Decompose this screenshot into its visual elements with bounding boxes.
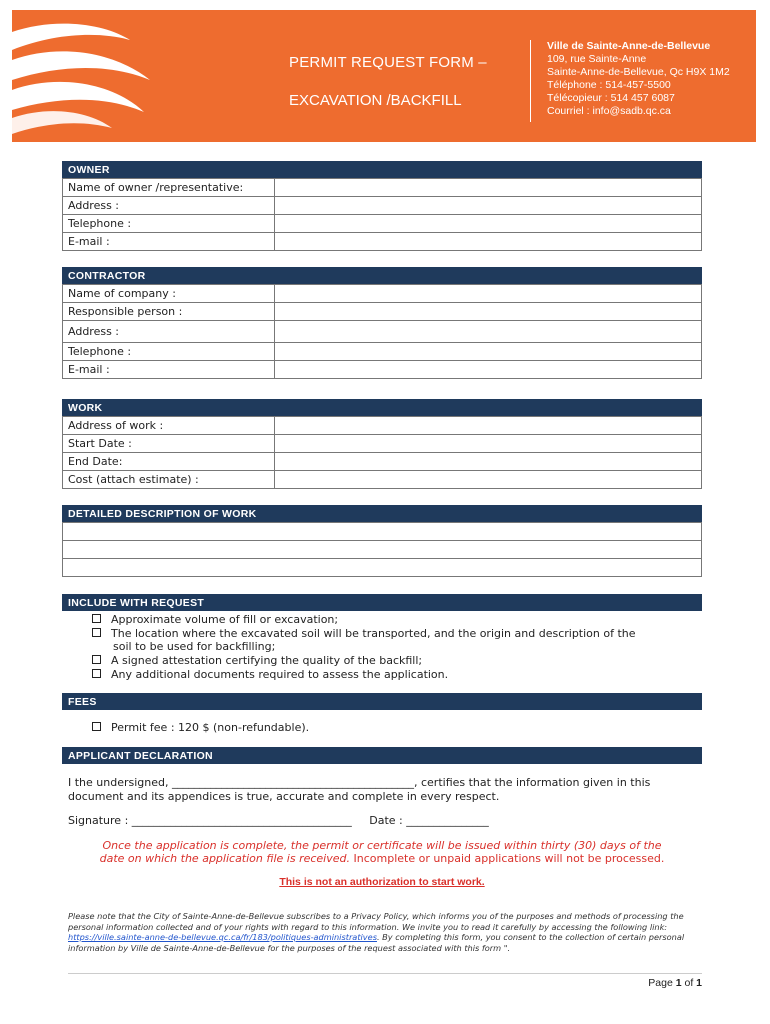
include-item-continuation: soil to be used for backfilling; [113, 640, 276, 653]
work-start-date-label: Start Date : [63, 435, 275, 453]
include-item-documents[interactable] [92, 668, 702, 681]
owner-name-label: Name of owner /representative: [63, 179, 275, 197]
notice-line2 [62, 852, 702, 865]
contractor-person-label: Responsible person : [63, 303, 275, 321]
include-item-label: The location where the excavated soil will be transported, and the origin and description of the [111, 627, 636, 640]
owner-address-label: Address : [63, 197, 275, 215]
work-address-label: Address of work : [63, 417, 275, 435]
owner-table [62, 178, 702, 251]
contractor-table [62, 284, 702, 379]
checkbox-icon[interactable] [92, 669, 101, 678]
city-phone: Téléphone : 514-457-5500 [547, 79, 671, 91]
city-fax: Télécopieur : 514 457 6087 [547, 92, 675, 104]
checkbox-icon[interactable] [92, 614, 101, 623]
include-heading: INCLUDE WITH REQUEST [62, 594, 702, 611]
declaration-line1: I the undersigned, ____________________________________________, certifies that the information given in this [68, 776, 651, 789]
page-current: 1 [675, 977, 682, 989]
include-item-volume[interactable] [92, 613, 702, 626]
city-address1: 109, rue Sainte-Anne [547, 53, 647, 65]
work-table [62, 416, 702, 489]
work-address-field[interactable] [275, 417, 702, 435]
contractor-person-field[interactable] [275, 303, 702, 321]
privacy-notice [68, 911, 702, 953]
include-item-label: Any additional documents required to assess the application. [111, 668, 449, 681]
page-of: of [681, 977, 697, 989]
contractor-telephone-label: Telephone : [63, 343, 275, 361]
owner-heading: OWNER [62, 161, 702, 178]
notice-line2-rest: Incomplete or unpaid applications will not be processed. [350, 852, 665, 865]
form-title-line2: EXCAVATION /BACKFILL [289, 92, 462, 109]
checkbox-icon[interactable] [92, 655, 101, 664]
work-end-date-label: End Date: [63, 453, 275, 471]
include-item-label: A signed attestation certifying the quality of the backfill; [111, 654, 423, 667]
contractor-telephone-field[interactable] [275, 343, 702, 361]
description-line-field[interactable] [63, 523, 702, 541]
work-start-date-field[interactable] [275, 435, 702, 453]
description-table [62, 522, 702, 577]
owner-name-field[interactable] [275, 179, 702, 197]
owner-email-field[interactable] [275, 233, 702, 251]
checkbox-icon[interactable] [92, 628, 101, 637]
contractor-address-label: Address : [63, 321, 275, 343]
privacy-text-1: Please note that the City of Sainte-Anne-de-Bellevue subscribes to a Privacy Policy, which informs you of the purposes and methods of processing the personal information collected and of your rights with regard to this information. We invite you to read it carefully by accessing the following link: [68, 911, 684, 932]
city-contact-block [547, 40, 730, 118]
contractor-company-label: Name of company : [63, 285, 275, 303]
city-email: Courriel : info@sadb.qc.ca [547, 105, 671, 117]
notice-line1: Once the application is complete, the permit or certificate will be issued within thirty (30) days of the [102, 839, 662, 852]
description-line-field[interactable] [63, 541, 702, 559]
owner-telephone-field[interactable] [275, 215, 702, 233]
signature-line[interactable]: Signature : ________________________________________ Date : _______________ [68, 814, 489, 827]
contractor-heading: CONTRACTOR [62, 267, 702, 284]
work-cost-label: Cost (attach estimate) : [63, 471, 275, 489]
owner-email-label: E-mail : [63, 233, 275, 251]
privacy-policy-link[interactable]: https://ville.sainte-anne-de-bellevue.qc.ca/fr/183/politiques-administratives [68, 932, 377, 943]
declaration-heading: APPLICANT DECLARATION [62, 747, 702, 764]
declaration-line2: document and its appendices is true, accurate and complete in every respect. [68, 790, 500, 803]
fees-item-permit[interactable] [92, 721, 702, 734]
form-title-line1: PERMIT REQUEST FORM – [289, 54, 487, 71]
header-divider [530, 40, 531, 122]
fees-item-label: Permit fee : 120 $ (non-refundable). [111, 721, 310, 734]
owner-address-field[interactable] [275, 197, 702, 215]
contractor-email-field[interactable] [275, 361, 702, 379]
owner-telephone-label: Telephone : [63, 215, 275, 233]
privacy-text-2: . By completing this form, you consent to the collection of certain personal information by Ville de Sainte-Anne-de-Bellevue for the purposes of the request associated with this form ". [68, 932, 685, 953]
include-item-label: Approximate volume of fill or excavation; [111, 613, 339, 626]
checkbox-icon[interactable] [92, 722, 101, 731]
description-line-field[interactable] [63, 559, 702, 577]
include-item-location[interactable] [92, 627, 702, 640]
city-name: Ville de Sainte-Anne-de-Bellevue [547, 40, 711, 52]
notice-line2-italic: date on which the application file is received. [99, 852, 350, 865]
description-heading: DETAILED DESCRIPTION OF WORK [62, 505, 702, 522]
city-address2: Sainte-Anne-de-Bellevue, Qc H9X 1M2 [547, 66, 730, 78]
work-heading: WORK [62, 399, 702, 416]
footer-divider [68, 973, 702, 974]
page-total: 1 [696, 977, 702, 989]
contractor-email-label: E-mail : [63, 361, 275, 379]
wave-logo-icon [12, 10, 162, 142]
contractor-company-field[interactable] [275, 285, 702, 303]
fees-heading: FEES [62, 693, 702, 710]
header-banner [12, 10, 756, 142]
contractor-address-field[interactable] [275, 321, 702, 343]
work-cost-field[interactable] [275, 471, 702, 489]
page-prefix: Page [648, 977, 676, 989]
authorization-warning: This is not an authorization to start work. [279, 876, 485, 888]
page-number [648, 977, 702, 989]
include-item-attestation[interactable] [92, 654, 702, 667]
declaration-text [68, 776, 698, 804]
work-end-date-field[interactable] [275, 453, 702, 471]
